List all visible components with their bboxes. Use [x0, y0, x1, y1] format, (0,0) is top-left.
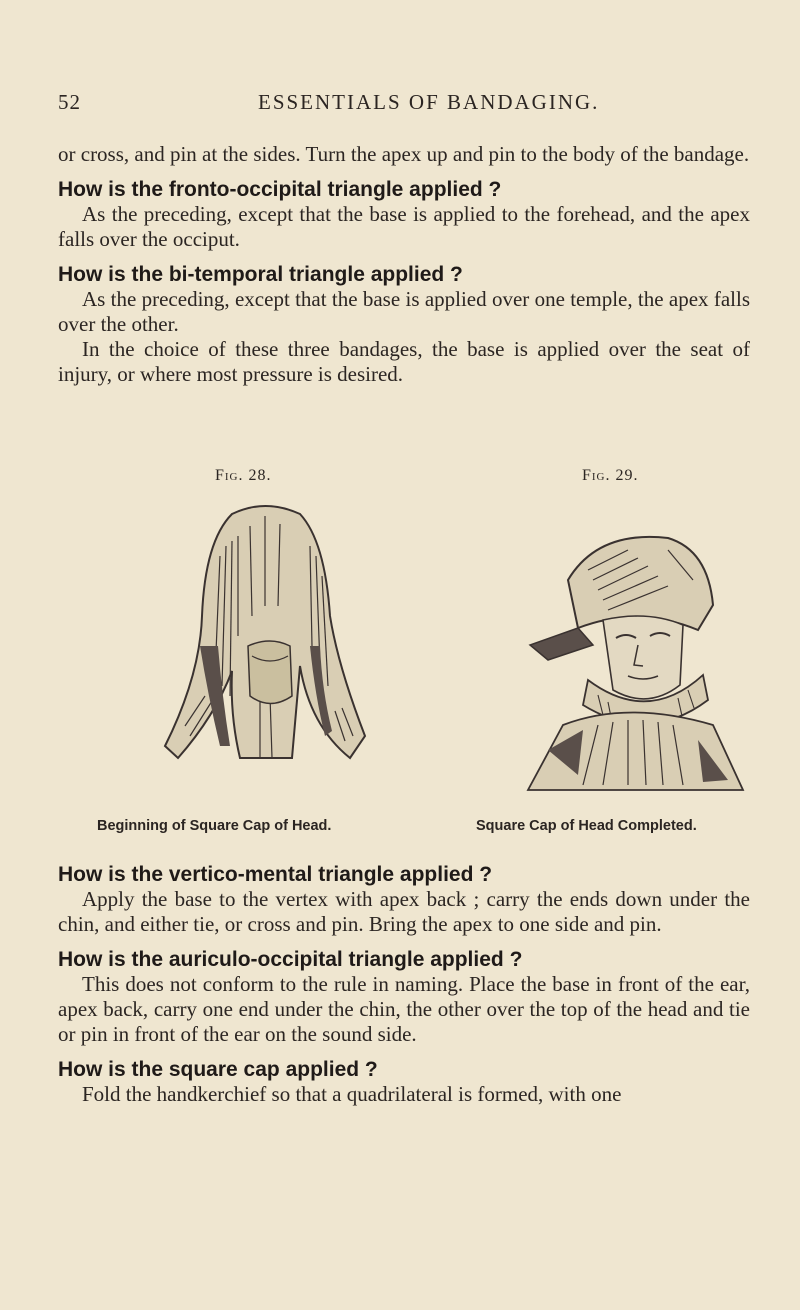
- text-block-bottom: [58, 862, 750, 1107]
- figure-28-illustration: [160, 496, 370, 796]
- answer-bi-temporal: As the preceding, except that the base is applied over one temple, the apex falls over the other.: [58, 287, 750, 336]
- answer-vertico-mental: Apply the base to the vertex with apex back ; carry the ends down under the chin, and either tie, or cross and pin. Bring the apex to one side and pin.: [58, 887, 750, 936]
- question-vertico-mental: How is the vertico-mental triangle applied ?: [58, 863, 493, 886]
- text-block-top: [58, 142, 750, 387]
- answer-auriculo-occipital: This does not conform to the rule in naming. Place the base in front of the ear, apex back, carry one end under the chin, the other over the top of the head and tie or pin in front of the ear on the sound side.: [58, 972, 750, 1046]
- figure-29-illustration: [508, 510, 748, 800]
- answer-square-cap: Fold the handkerchief so that a quadrilateral is formed, with one: [82, 1082, 622, 1106]
- answer-fronto-occipital: As the preceding, except that the base is applied to the forehead, and the apex falls over the occiput.: [58, 202, 750, 251]
- running-title: ESSENTIALS OF BANDAGING.: [258, 90, 600, 114]
- figure-28-label: Fig. 28.: [215, 467, 272, 484]
- question-square-cap: How is the square cap applied ?: [58, 1058, 378, 1081]
- question-bi-temporal: How is the bi-temporal triangle applied ?: [58, 263, 463, 286]
- figure-29-caption: Square Cap of Head Completed.: [476, 818, 697, 834]
- page-number: 52: [58, 90, 81, 114]
- figure-28-caption: Beginning of Square Cap of Head.: [97, 818, 332, 834]
- paragraph-continuation: or cross, and pin at the sides. Turn the apex up and pin to the body of the bandage.: [58, 142, 750, 166]
- figure-29-label: Fig. 29.: [582, 467, 639, 484]
- answer-choice-note: In the choice of these three bandages, the base is applied over the seat of injury, or where most pressure is desired.: [58, 337, 750, 386]
- question-fronto-occipital: How is the fronto-occipital triangle applied ?: [58, 178, 502, 201]
- question-auriculo-occipital: How is the auriculo-occipital triangle applied ?: [58, 948, 523, 971]
